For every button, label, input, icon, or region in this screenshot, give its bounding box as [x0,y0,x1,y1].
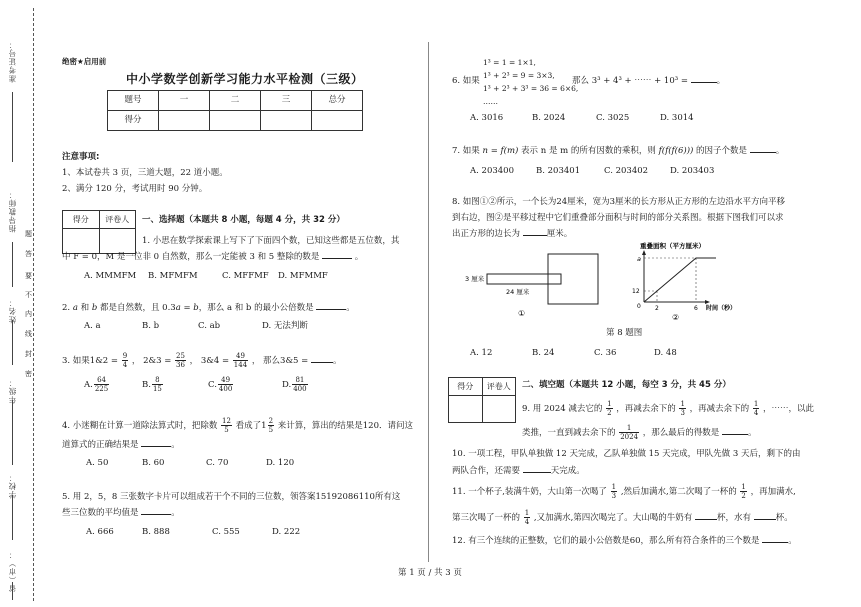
page-title: 中小学数学创新学习能力水平检测（三级） [126,72,364,86]
seal-char: 线 [25,330,32,338]
seal-char: 不 [25,291,32,299]
q5-answer-blank[interactable] [141,514,171,515]
q10-answer-blank[interactable] [523,472,551,473]
q7-text: 表示 n 是 m 的所有因数的乘积，则 [518,146,659,156]
q3-text: ， 3&4 = [189,356,230,366]
q5-option-b[interactable]: B. 888 [142,527,170,537]
q6-pre: 6. 如果 [452,76,480,86]
grader-reviewer-label: 评卷人 [99,211,136,229]
q10-text: 两队合作，还需要 [452,466,521,476]
fig1-caption: ① [518,309,526,318]
q7-answer-blank[interactable] [750,152,776,153]
q8-text: 出正方形的边长为 [452,229,521,239]
q3-option-d[interactable]: D. $\frac{81}{400}$ [282,376,307,393]
q11-text: 杯，水有 [717,513,752,523]
q1-text: 中 F = 0，M 是一位非 0 自然数，那么一定能被 3 和 5 整除的数是 [62,252,320,262]
q11-line2 [452,509,793,526]
q7-text: 的因子个数是 [693,146,748,156]
score-header-cell: 二 [210,91,261,111]
fig2-ytick-0: 0 [637,303,641,310]
score-header-cell: 三 [261,91,312,111]
q4-text: 道算式的正确结果是 [62,440,139,450]
q5-line2 [62,508,180,519]
fig2-x-arrow [705,300,710,304]
q1-end: 。 [354,252,364,262]
q8-line2: 到右边，图②是平移过程中它们重叠部分面积与时间的部分关系图。根据下图我们可以求 [452,213,784,223]
score-header-cell: 题号 [108,91,159,111]
grade-label: 年级： [8,378,17,404]
exam-number-label: 准考证号： [8,40,17,83]
fig2-ylabel: 重叠面积（平方厘米） [640,242,705,250]
q2-text: 2. [62,303,71,313]
q10-line1: 10. 一项工程，甲队单独做 12 天完成，乙队单独做 15 天完成，甲队先做 3 天后，剩下的由 [452,449,801,459]
q8-line1: 8. 如图①②所示，一个长为24厘米，宽为3厘米的长方形从正方形的左边沿水平方向平移 [452,197,786,207]
q8-end: 厘米。 [546,229,573,239]
q6-end: 。 [716,76,726,86]
q11-text: ,又加满水,第四次喝完了。大山喝的牛奶有 [533,513,693,523]
q2-text: 都是自然数，且 0.3 [97,303,176,313]
q9-line1 [522,400,814,417]
name-underline [12,320,13,365]
q2-option-c[interactable]: C. ab [198,321,221,331]
fig1-width-label: 3 厘米 [465,275,485,283]
q9-text: ，⋯⋯，以此 [763,404,815,414]
q11-water-blank[interactable] [754,519,776,520]
q6-option-a[interactable]: A. 3016 [470,113,504,123]
grader-reviewer-label: 评卷人 [482,378,516,396]
school-label: 学校： [8,473,17,499]
q11-text: ，再加满水, [750,487,796,497]
q5-text: 些三位数的平均值是 [62,508,139,518]
q9-fraction-4: $\frac{1}{2024}$ [620,424,639,441]
q9-answer-blank[interactable] [722,434,748,435]
q5-option-d[interactable]: D. 222 [272,527,301,537]
q2-var-a: a [72,303,78,313]
q8-option-c[interactable]: C. 36 [594,348,617,358]
q7-end: 。 [775,146,785,156]
fig2-xtick-6: 6 [694,305,698,312]
q11-text: ,然后加满水,第二次喝了一杯的 [620,487,737,497]
q5-option-c[interactable]: C. 555 [212,527,240,537]
q1-line1: 1. 小思在数学探索课上写下了下面四个数，已知这些都是五位数，其 [142,236,400,246]
q11-fraction-1: $\frac{1}{3}$ [611,483,617,500]
fig2-xtick-2: 2 [655,305,659,312]
q4-answer-blank[interactable] [141,446,171,447]
q10-line2 [452,466,585,477]
exam-number-underline [12,92,13,162]
seal-char: 答 [25,250,32,258]
q2-option-a[interactable]: A. a [84,321,101,331]
binding-cut-line [33,8,34,601]
q11-text: 第三次喝了一杯的 [452,513,521,523]
score-row-label: 得分 [108,111,159,131]
q4-line2 [62,440,180,451]
q3-option-a[interactable]: A. $\frac{64}{225}$ [84,376,109,393]
q5-option-a[interactable]: A. 666 [86,527,114,537]
q11-fraction-3: $\frac{1}{4}$ [524,509,530,526]
q3-text: ， 2&3 = [131,356,172,366]
rectangle-shape [487,274,561,284]
q6-eq2: 1³ + 2³ = 9 = 3×3, [483,71,555,80]
q4-option-a[interactable]: A. 50 [86,458,109,468]
section1-title: 一、选择题（本题共 8 小题，每题 4 分，共 32 分） [142,215,345,225]
q3-text: 3. 如果1&2 = [62,356,119,366]
q11-text: 11. 一个杯子,装满牛奶，大山第一次喝了 [452,487,607,497]
fig2-ytick-a: a [637,255,641,263]
q7-option-c[interactable]: C. 203402 [604,166,649,176]
q6-eq1: 1³ = 1 = 1×1, [483,58,536,67]
score-table [107,90,363,131]
q7-equation: n = f(m) [482,146,519,156]
fig2-ytick-12: 12 [632,288,640,295]
q1-line2 [62,252,363,263]
q3-line [62,352,342,369]
fig2-xlabel: 时间（秒） [706,305,737,312]
q1-option-b[interactable]: B. MFMFM [148,271,198,281]
score-input-cell[interactable] [261,111,312,131]
fig1-length-label: 24 厘米 [506,288,530,296]
q6-question [572,76,725,87]
score-input-cell[interactable] [312,111,363,131]
secret-mark: 绝密★启用前 [62,57,107,66]
q9-text: 类推，一直到减去余下的 [522,428,616,438]
q7-expression: f(f(f(6))) [658,146,694,156]
q1-option-c[interactable]: C. MFFMF [222,271,269,281]
q6-text: 那么 3³ + 4³ + ⋯⋯ + 10³ = [572,76,688,86]
q2-end: 。 [346,303,355,313]
grader-box-section2 [448,377,516,423]
q6-eq3: 1³ + 2³ + 3³ = 36 = 6×6, [483,84,579,93]
q1-option-a[interactable]: A. MMMFM [84,271,137,281]
seal-char: 内 [25,310,32,318]
q2-answer-blank[interactable] [316,309,346,310]
q1-option-d[interactable]: D. MFMMF [278,271,328,281]
q7-option-a[interactable]: A. 203400 [470,166,514,176]
q9-text: 9. 用 2024 减去它的 [522,404,603,414]
q12-answer-blank[interactable] [762,542,788,543]
seal-char: 要 [25,272,32,280]
grade-underline [12,400,13,465]
score-input-cell[interactable] [210,111,261,131]
q2-line [62,303,355,314]
q8-option-d[interactable]: D. 48 [654,348,677,358]
q12-end: 。 [788,536,797,546]
seal-char: 密 [25,370,32,378]
q12-text: 12. 有三个连续的正整数，它们的最小公倍数是60，那么所有符合条件的三个数是 [452,536,760,546]
q4-option-c[interactable]: C. 70 [206,458,229,468]
q8-option-b[interactable]: B. 24 [532,348,555,358]
q8-figure-2 [624,240,744,322]
q12-line [452,536,797,547]
q4-text: 4. 小迷糊在计算一道除法算式时，把除数 [62,421,218,431]
q3-text: ， 那么3&5 = [251,356,309,366]
section2-title: 二、填空题（本题共 12 小题，每空 3 分，共 45 分） [522,380,731,390]
q6-option-d[interactable]: D. 3014 [660,113,694,123]
score-header-cell: 总分 [312,91,363,111]
q8-figure-1 [462,250,602,320]
q2-option-b[interactable]: B. b [142,321,160,331]
q8-figure-caption: 第 8 题图 [606,328,643,338]
q2-equation: a = b [175,303,199,313]
q4-fraction-2: $\frac{2}{5}$ [268,417,274,434]
q8-line3 [452,229,572,240]
region-underline [12,582,13,600]
fig2-area-line [644,258,716,302]
seal-char: 题 [25,230,32,238]
q6-option-b[interactable]: B. 2024 [532,113,566,123]
fig2-y-arrow [642,250,646,255]
q2-option-d[interactable]: D. 无法判断 [262,321,308,331]
q11-fraction-2: $\frac{1}{2}$ [741,483,746,500]
page-number: 第 1 页 / 共 3 页 [398,568,462,578]
q9-line2 [522,424,756,441]
q3-fraction-2: $\frac{25}{36}$ [176,352,185,369]
note-item: 1、本试卷共 3 页，三道大题，22 道小题。 [62,168,228,178]
q7-option-d[interactable]: D. 203403 [670,166,715,176]
q8-answer-blank[interactable] [523,235,547,236]
seal-char: 封 [25,350,32,358]
q3-option-c[interactable]: C. $\frac{49}{400}$ [208,376,233,393]
square-shape [548,254,598,304]
q7-text: 7. 如果 [452,146,480,156]
q4-fraction-1: $\frac{12}{5}$ [222,417,231,434]
grader-reviewer-cell[interactable] [482,396,516,423]
grader-reviewer-cell[interactable] [99,229,136,254]
q3-option-b[interactable]: B. $\frac{8}{15}$ [142,376,162,393]
q9-text: ，再减去余下的 [689,404,750,414]
q9-fraction-3: $\frac{1}{4}$ [753,400,759,417]
q9-fraction-1: $\frac{1}{2}$ [607,400,612,417]
q10-end: 天完成。 [550,466,585,476]
score-input-cell[interactable] [159,111,210,131]
q6-eq4: …… [483,97,498,106]
q3-end: 。 [332,356,342,366]
note-item: 2、满分 120 分，考试用时 90 分钟。 [62,184,208,194]
q4-text: 看成了1 [235,421,267,431]
fig2-caption: ② [672,313,680,322]
q5-line1: 5. 用 2，5，8 三张数字卡片可以组成若干个不同的三位数，领答案15192086110所有这 [62,492,401,502]
grader-score-cell[interactable] [449,396,483,423]
grader-box-section1 [62,210,136,254]
q4-option-b[interactable]: B. 60 [142,458,165,468]
q5-end: 。 [171,508,180,518]
column-divider [428,42,429,562]
q3-fraction-3: $\frac{49}{144}$ [233,352,248,369]
name-label: 姓名： [8,298,17,324]
teacher-underline [12,242,13,287]
q4-text: 来计算，算出的结果是120．请问这 [277,421,413,431]
q3-answer-blank[interactable] [311,362,333,363]
q8-option-a[interactable]: A. 12 [470,348,493,358]
q1-answer-blank[interactable] [322,258,352,259]
grader-score-label: 得分 [63,211,100,229]
q4-end: 。 [171,440,180,450]
score-header-cell: 一 [159,91,210,111]
grader-score-cell[interactable] [63,229,100,254]
q11-line1 [452,483,796,500]
q4-line1 [62,417,413,434]
q7-line [452,146,784,157]
q11-text: 杯。 [775,513,793,523]
teacher-label: 指导教师： [8,190,17,233]
region-label: 省（市）： [8,550,17,593]
q9-text: ，那么最后的得数是 [642,428,720,438]
q7-option-b[interactable]: B. 203401 [536,166,581,176]
q9-end: 。 [747,428,757,438]
q2-text: ，那么 a 和 b 的最小公倍数是 [198,303,314,313]
q11-milk-blank[interactable] [695,519,717,520]
notes-title: 注意事项: [62,152,100,162]
school-underline [12,495,13,540]
q6-answer-blank[interactable] [691,82,717,83]
q4-option-d[interactable]: D. 120 [266,458,295,468]
q2-text: 和 [77,303,92,313]
q3-fraction-1: $\frac{9}{4}$ [122,352,128,369]
q9-text: ，再减去余下的 [616,404,676,414]
q6-option-c[interactable]: C. 3025 [596,113,630,123]
q9-fraction-2: $\frac{1}{3}$ [680,400,685,417]
q2-var-b: b [91,303,98,313]
grader-score-label: 得分 [449,378,483,396]
